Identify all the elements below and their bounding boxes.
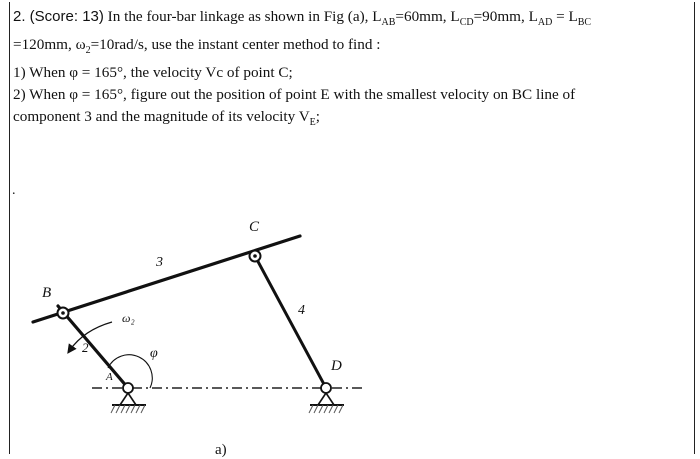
label-d: D xyxy=(331,358,342,374)
line1-text: In the four-bar linkage as shown in Fig (a), L xyxy=(107,8,382,25)
label-omega: ω₂ xyxy=(122,311,135,325)
eq-cd: =90mm, L xyxy=(473,8,538,25)
sub-ad: AD xyxy=(537,17,553,28)
eq-ab: =60mm, L xyxy=(395,8,460,25)
line2-a: =120mm, ω xyxy=(13,36,86,53)
label-link-4: 4 xyxy=(298,303,305,318)
stray-mark: . xyxy=(12,183,16,198)
pivot-c-center xyxy=(253,254,257,258)
link-4 xyxy=(255,256,326,388)
label-b: B xyxy=(42,285,52,301)
label-link-2: 2 xyxy=(82,340,89,355)
line2-b: =10rad/s, use the instant center method to find : xyxy=(90,36,381,53)
eq-ad: = L xyxy=(552,8,578,25)
label-link-3: 3 xyxy=(156,255,163,270)
q2b-a: component 3 and the magnitude of its velocity V xyxy=(13,108,310,125)
question-1: 1) When φ = 165°, the velocity Vc of point C; xyxy=(13,64,293,81)
figure-caption: a) xyxy=(215,442,227,458)
label-c: C xyxy=(249,219,260,235)
label-phi: φ xyxy=(150,346,158,361)
pivot-b-center xyxy=(61,311,65,315)
label-a: A xyxy=(106,371,113,383)
sub-cd: CD xyxy=(459,17,474,28)
sub-e: E xyxy=(309,117,316,128)
link-2 xyxy=(58,306,128,388)
sub-ab: AB xyxy=(381,17,396,28)
question-2: 2) When φ = 165°, figure out the position of point E with the smallest velocity on BC line of xyxy=(13,86,576,103)
q2b-b: ; xyxy=(315,108,321,125)
problem-header: 2. (Score: 13) xyxy=(13,8,104,25)
sub-bc: BC xyxy=(577,17,592,28)
link-3 xyxy=(33,236,300,322)
sub-2: 2 xyxy=(85,45,91,56)
